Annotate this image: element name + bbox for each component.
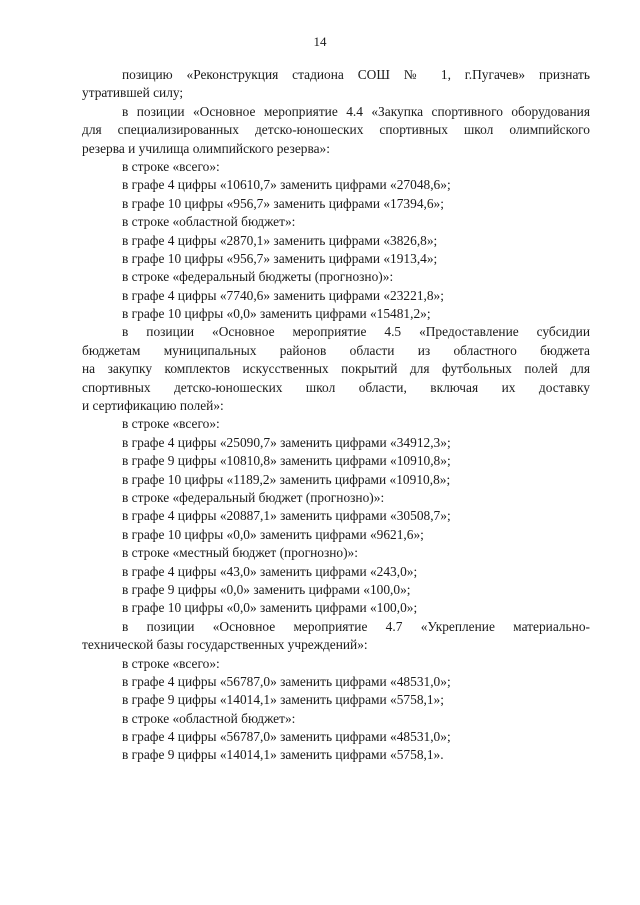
- text-line: в позиции «Основное мероприятие 4.4 «Закупка спортивного оборудования: [122, 103, 590, 119]
- text-line: в графе 9 цифры «10810,8» заменить цифрами «10910,8»;: [122, 453, 451, 469]
- text-line: в строке «областной бюджет»:: [122, 710, 296, 726]
- text-line: в строке «федеральный бюджет (прогнозно)»:: [122, 489, 385, 505]
- text-line: в графе 9 цифры «0,0» заменить цифрами «100,0»;: [122, 581, 411, 597]
- text-line: в строке «всего»:: [122, 416, 220, 432]
- text-line: в строке «местный бюджет (прогнозно)»:: [122, 545, 358, 561]
- text-line: в графе 4 цифры «20887,1» заменить цифрами «30508,7»;: [122, 508, 451, 524]
- text-line: в графе 10 цифры «1189,2» заменить цифрами «10910,8»;: [122, 471, 451, 487]
- text-line: в позиции «Основное мероприятие 4.7 «Укрепление материально-: [122, 618, 590, 634]
- document-body: [82, 66, 590, 765]
- text-line: в строке «областной бюджет»:: [122, 214, 296, 230]
- text-line: в графе 10 цифры «956,7» заменить цифрами «17394,6»;: [122, 195, 444, 211]
- text-line: в графе 4 цифры «56787,0» заменить цифрами «48531,0»;: [122, 729, 451, 745]
- text-line: бюджетам муниципальных районов области из областного бюджета: [82, 342, 590, 358]
- text-line: технической базы государственных учреждений»:: [82, 637, 368, 653]
- text-line: в графе 9 цифры «14014,1» заменить цифрами «5758,1».: [122, 747, 444, 763]
- text-line: в строке «федеральный бюджеты (прогнозно)»:: [122, 269, 394, 285]
- text-line: в графе 4 цифры «25090,7» заменить цифрами «34912,3»;: [122, 434, 451, 450]
- text-line: в графе 4 цифры «43,0» заменить цифрами «243,0»;: [122, 563, 418, 579]
- text-line: спортивных детско-юношеских школ области, включая их доставку: [82, 379, 590, 395]
- text-line: в позиции «Основное мероприятие 4.5 «Предоставление субсидии: [122, 324, 590, 340]
- text-line: позицию «Реконструкция стадиона СОШ № 1, г.Пугачев» признать: [122, 67, 590, 82]
- text-line: в графе 9 цифры «14014,1» заменить цифрами «5758,1»;: [122, 692, 444, 708]
- text-line: на закупку комплектов искусственных покрытий для футбольных полей для: [82, 361, 590, 377]
- text-line: в графе 4 цифры «2870,1» заменить цифрами «3826,8»;: [122, 232, 438, 248]
- text-line: для специализированных детско-юношеских спортивных школ олимпийского: [82, 122, 590, 138]
- text-line: в графе 4 цифры «10610,7» заменить цифрами «27048,6»;: [122, 177, 451, 193]
- text-line: в строке «всего»:: [122, 655, 220, 671]
- text-line: в графе 10 цифры «0,0» заменить цифрами «9621,6»;: [122, 526, 424, 542]
- text-line: в графе 4 цифры «7740,6» заменить цифрами «23221,8»;: [122, 287, 444, 303]
- text-line: в графе 4 цифры «56787,0» заменить цифрами «48531,0»;: [122, 673, 451, 689]
- text-line: и сертификацию полей»:: [82, 398, 224, 414]
- page-number: 14: [313, 34, 327, 49]
- text-line: в графе 10 цифры «956,7» заменить цифрами «1913,4»;: [122, 250, 438, 266]
- text-line: утратившей силу;: [82, 85, 184, 101]
- text-line: резерва и училища олимпийского резерва»:: [82, 140, 330, 156]
- text-line: в графе 10 цифры «0,0» заменить цифрами «15481,2»;: [122, 306, 431, 322]
- text-line: в графе 10 цифры «0,0» заменить цифрами «100,0»;: [122, 600, 418, 616]
- text-line: в строке «всего»:: [122, 158, 220, 174]
